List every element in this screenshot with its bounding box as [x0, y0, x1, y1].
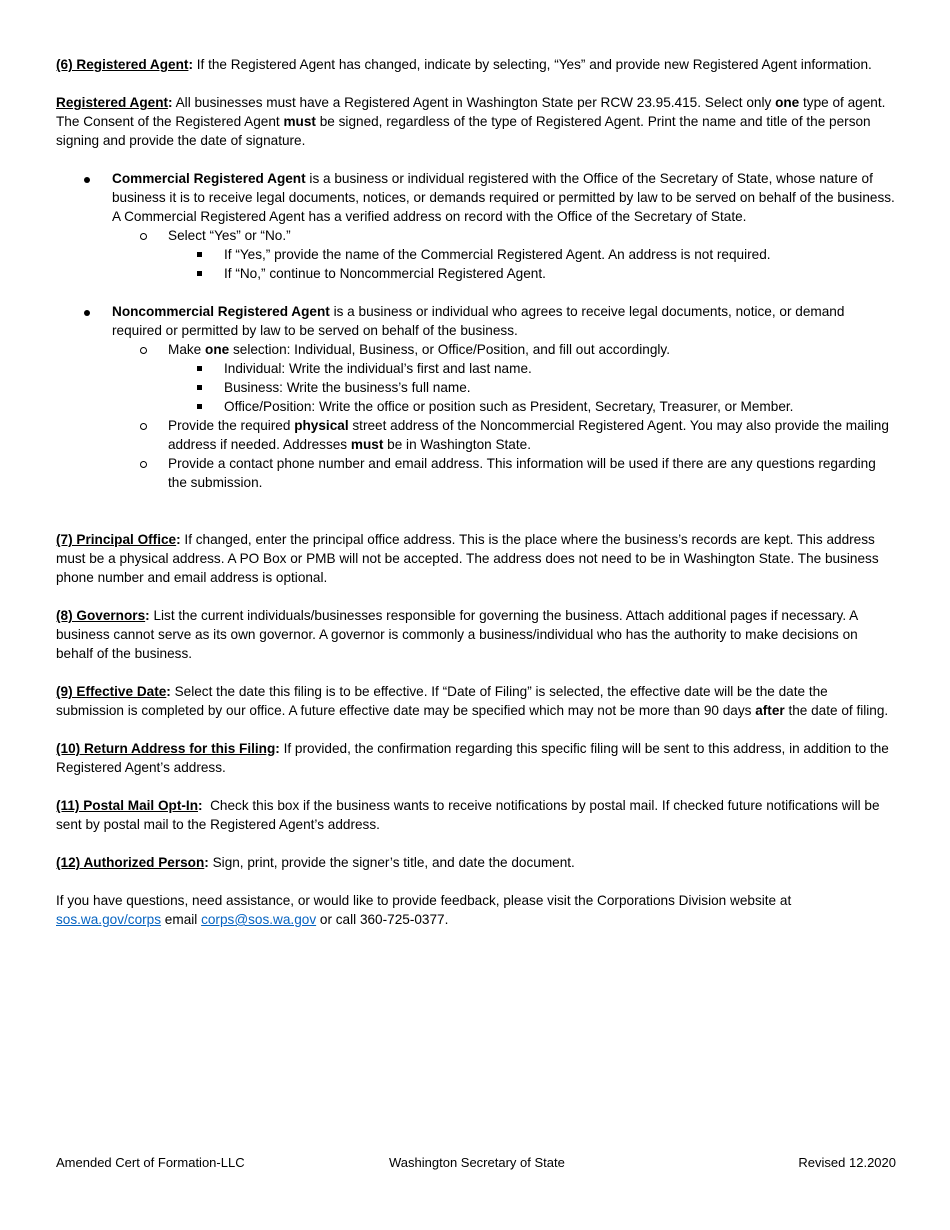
contact-paragraph: [56, 891, 896, 929]
noncommercial-agent-text: is a business or individual who agrees to receive legal documents, notice, or demand required or permitted by law to be served on behalf of the business.: [112, 304, 845, 338]
section-9-bold-after: after: [755, 703, 785, 718]
registered-agent-bold-one: one: [775, 95, 800, 110]
bullet-disc-icon: [84, 310, 90, 316]
section-7-text: If changed, enter the principal office address. This is the place where the business’s records are kept. This address must be a physical address. A PO Box or PMB will not be accepted. The address does not need to be in Washington State. The business phone number and email address is optional.: [56, 532, 879, 585]
section-9-text-1: Select the date this filing is to be effective. If “Date of Filing” is selected, the effective date will be the date the submission is completed by our office. A future effective date may be specified which may not be more than 90 days: [56, 684, 828, 718]
noncommercial-agent-term: Noncommercial Registered Agent: [112, 304, 330, 319]
commercial-no-item: [56, 264, 896, 283]
section-7-colon: :: [176, 532, 181, 547]
section-10-heading: (10) Return Address for this Filing: [56, 741, 276, 756]
footer-agency: Washington Secretary of State: [389, 1155, 565, 1170]
commercial-select-item: [56, 226, 896, 245]
noncommercial-selection-item: [56, 340, 896, 359]
section-12-authorized-person: [56, 853, 896, 872]
section-9-heading: (9) Effective Date: [56, 684, 167, 699]
noncommercial-agent-list: [56, 302, 896, 492]
section-7-heading: (7) Principal Office: [56, 532, 177, 547]
section-6-registered-agent: [56, 55, 896, 74]
contact-text-2: email: [161, 912, 202, 927]
bullet-square-icon: [197, 252, 202, 257]
business-text: Business: Write the business’s full name.: [224, 380, 471, 395]
contact-text-1: If you have questions, need assistance, or would like to provide feedback, please visit the Corporations Division website at: [56, 893, 792, 908]
section-9-effective-date: [56, 682, 896, 720]
individual-text: Individual: Write the individual’s first and last name.: [224, 361, 532, 376]
registered-agent-paragraph: [56, 93, 896, 150]
commercial-yes-item: [56, 245, 896, 264]
page-footer: [56, 1155, 896, 1174]
commercial-agent-text: is a business or individual registered with the Office of the Secretary of State, whose nature of business it is to receive legal documents, notices, or demands required or permitted by law to be served on behalf of the business. A Commercial Registered Agent has a verified address on record with the Office of the Secretary of State.: [112, 171, 895, 224]
instructions-page: [56, 55, 896, 948]
individual-item: [56, 359, 896, 378]
registered-agent-text-3: be signed, regardless of the type of Registered Agent. Print the name and title of the person signing and provide the date of signature.: [56, 114, 871, 148]
noncommercial-agent-item: [56, 302, 896, 340]
address-text-2: street address of the Noncommercial Registered Agent. You may also provide the mailing address if needed. Addresses: [168, 418, 889, 452]
address-text-3: be in Washington State.: [383, 437, 531, 452]
section-12-colon: :: [204, 855, 209, 870]
address-item: [56, 416, 896, 454]
office-position-text: Office/Position: Write the office or position such as President, Secretary, Treasurer, or Member.: [224, 399, 794, 414]
commercial-yes-text: If “Yes,” provide the name of the Commercial Registered Agent. An address is not required.: [224, 247, 771, 262]
footer-form-name: Amended Cert of Formation-LLC: [56, 1155, 245, 1170]
selection-text-2: selection: Individual, Business, or Office/Position, and fill out accordingly.: [229, 342, 670, 357]
section-9-colon: :: [166, 684, 171, 699]
contact-info-text: Provide a contact phone number and email address. This information will be used if there are any questions regarding the submission.: [168, 456, 876, 490]
bullet-square-icon: [197, 385, 202, 390]
selection-text-1: Make: [168, 342, 206, 357]
registered-agent-bold-must: must: [283, 114, 316, 129]
bullet-circle-icon: [140, 347, 147, 354]
section-8-colon: :: [145, 608, 150, 623]
section-6-colon: :: [188, 57, 193, 72]
bullet-circle-icon: [140, 461, 147, 468]
section-12-text: Sign, print, provide the signer’s title, and date the document.: [208, 855, 575, 870]
section-6-heading: (6) Registered Agent: [56, 57, 189, 72]
address-text-1: Provide the required: [168, 418, 295, 433]
section-8-heading: (8) Governors: [56, 608, 146, 623]
corps-email-link[interactable]: corps@sos.wa.gov: [201, 912, 317, 927]
section-10-return-address: [56, 739, 896, 777]
bullet-square-icon: [197, 366, 202, 371]
bullet-circle-icon: [140, 233, 147, 240]
office-position-item: [56, 397, 896, 416]
registered-agent-heading: Registered Agent: [56, 95, 169, 110]
section-11-text: Check this box if the business wants to receive notifications by postal mail. If checked future notifications will be sent by postal mail to the Registered Agent’s address.: [56, 798, 884, 832]
commercial-select-text: Select “Yes” or “No.”: [168, 228, 291, 243]
bullet-disc-icon: [84, 177, 90, 183]
section-12-heading: (12) Authorized Person: [56, 855, 205, 870]
registered-agent-colon: :: [168, 95, 173, 110]
bullet-circle-icon: [140, 423, 147, 430]
section-6-text: If the Registered Agent has changed, indicate by selecting, “Yes” and provide new Registered Agent information.: [192, 57, 872, 72]
corps-website-link[interactable]: sos.wa.gov/corps: [56, 912, 162, 927]
address-bold-must: must: [350, 437, 384, 452]
section-8-text: List the current individuals/businesses responsible for governing the business. Attach additional pages if necessary. A business cannot serve as its own governor. A governor is commonly a business/individual who has the authority to make decisions on behalf of the business.: [56, 608, 858, 661]
registered-agent-text-2: type of agent. The Consent of the Registered Agent: [56, 95, 886, 129]
commercial-agent-list: [56, 169, 896, 283]
commercial-no-text: If “No,” continue to Noncommercial Registered Agent.: [224, 266, 546, 281]
footer-revision: Revised 12.2020: [798, 1155, 896, 1170]
section-11-heading: (11) Postal Mail Opt-In: [56, 798, 198, 813]
bullet-square-icon: [197, 404, 202, 409]
contact-info-item: [56, 454, 896, 492]
contact-text-3: or call 360-725-0377.: [316, 912, 449, 927]
section-11-colon: :: [198, 798, 203, 813]
selection-bold-one: one: [205, 342, 230, 357]
business-item: [56, 378, 896, 397]
section-9-text-2: the date of filing.: [784, 703, 889, 718]
section-7-principal-office: [56, 530, 896, 587]
section-10-colon: :: [275, 741, 280, 756]
bullet-square-icon: [197, 271, 202, 276]
address-bold-physical: physical: [294, 418, 349, 433]
commercial-agent-item: [56, 169, 896, 226]
registered-agent-text-1: All businesses must have a Registered Agent in Washington State per RCW 23.95.415. Select only: [172, 95, 776, 110]
section-10-text: If provided, the confirmation regarding this specific filing will be sent to this address, in addition to the Registered Agent’s address.: [56, 741, 889, 775]
section-8-governors: [56, 606, 896, 663]
commercial-agent-term: Commercial Registered Agent: [112, 171, 306, 186]
section-11-postal-mail: [56, 796, 896, 834]
